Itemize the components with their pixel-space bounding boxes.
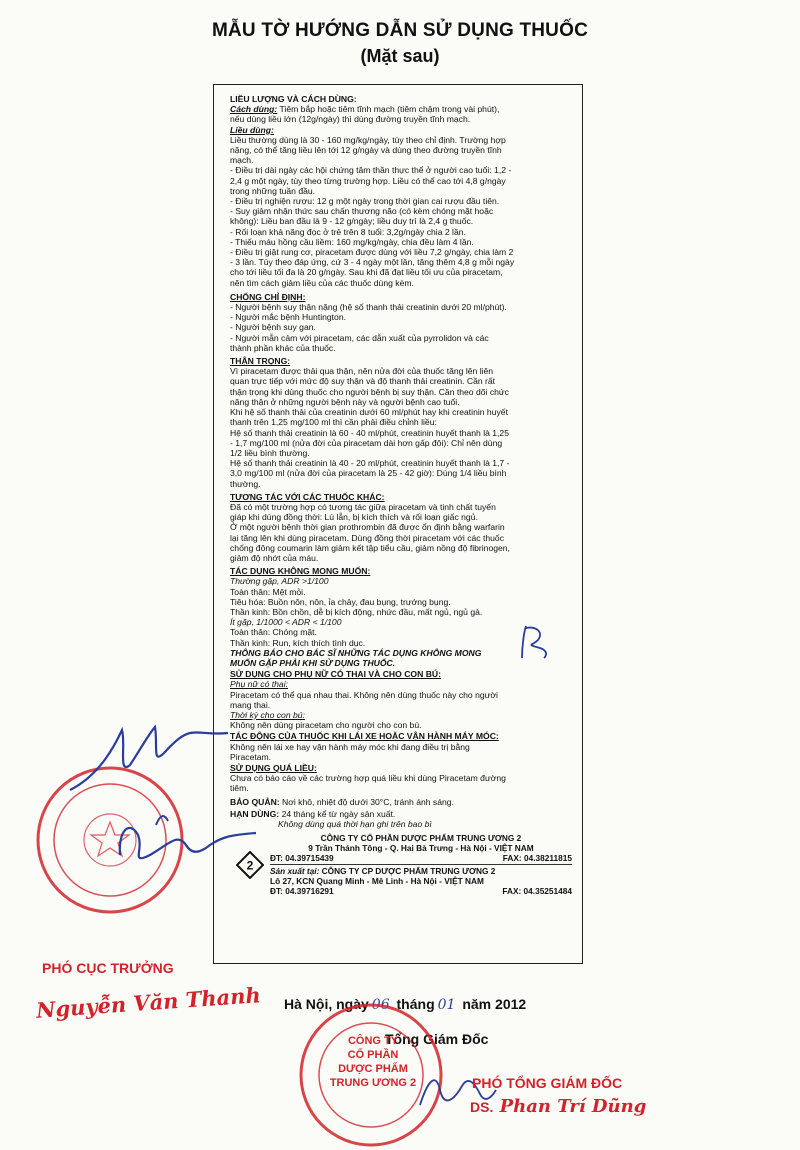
text-line: thành phần khác của thuốc. bbox=[230, 342, 336, 353]
text-line: Toàn thân: Chóng mặt. bbox=[230, 627, 317, 638]
expiry-label: HẠN DÙNG: bbox=[230, 808, 280, 819]
text-line: giáp khi dùng đồng thời: Lú lẫn, bị kích thích và rối loạn giấc ngủ. bbox=[230, 512, 478, 523]
storage-label: BẢO QUẢN: bbox=[230, 796, 280, 807]
common-lines bbox=[230, 587, 572, 618]
usage-line-1: nếu dùng liều lớn (12g/ngày) thì dùng đường truyền tĩnh mạch. bbox=[230, 114, 471, 125]
company-fax: FAX: 04.38211815 bbox=[502, 853, 572, 864]
date-month: 01 bbox=[437, 997, 456, 1013]
company-contacts bbox=[270, 853, 572, 863]
text-line: - Điều trị giật rung cơ, piracetam được dùng với liều 7,2 g/ngày, chia làm 2 bbox=[230, 247, 514, 258]
overdose-heading: SỬ DỤNG QUÁ LIỀU: bbox=[230, 763, 317, 773]
text-line: mang thai. bbox=[230, 699, 271, 710]
deputy-signer bbox=[470, 1096, 646, 1117]
text-line: - Người bệnh suy gan. bbox=[230, 322, 316, 333]
text-line: THÔNG BÁO CHO BÁC SĨ NHỮNG TÁC DỤNG KHÔNG MONG bbox=[230, 647, 482, 658]
company-text bbox=[270, 833, 572, 896]
text-line: Tiêu hóa: Buồn nôn, nôn, ỉa chảy, đau bụng, trướng bụng. bbox=[230, 596, 451, 607]
text-line: - Điều trị nghiện rượu: 12 g một ngày trong thời gian cai rượu đầu tiên. bbox=[230, 196, 500, 207]
initial-mark bbox=[510, 618, 560, 668]
company-address: 9 Trần Thánh Tông - Q. Hai Bà Trưng - Hà Nội - VIỆT NAM bbox=[308, 843, 534, 854]
dosage-heading: LIỀU LƯỢNG VÀ CÁCH DÙNG: bbox=[230, 94, 357, 104]
text-line: năng thận ở những người bệnh này và người bệnh cao tuổi. bbox=[230, 396, 460, 407]
precautions-lines bbox=[230, 366, 572, 488]
deputy-prefix: DS. bbox=[470, 1099, 494, 1115]
text-line: thường. bbox=[230, 478, 261, 489]
dosage-lines bbox=[230, 135, 572, 288]
director-title: Tổng Giám Đốc bbox=[385, 1031, 489, 1047]
mfr-contacts bbox=[270, 886, 572, 896]
text-line: chống đông coumarin làm giảm kết tập tiểu cầu, giảm nồng độ fibrinogen, bbox=[230, 542, 510, 553]
text-line: Ở một người bệnh thời gian prothrombin đã được ổn định bằng warfarin bbox=[230, 522, 505, 533]
text-line: - Người mắc bệnh Huntington. bbox=[230, 312, 347, 323]
company-phone: ĐT: 04.39715439 bbox=[270, 853, 334, 864]
ministry-title: PHÓ CỤC TRƯỞNG bbox=[42, 960, 174, 976]
usage-block bbox=[230, 104, 572, 114]
page-subtitle: (Mặt sau) bbox=[360, 46, 440, 66]
text-line: Khi hệ số thanh thải của creatinin dưới 60 ml/phút hay khi creatinin huyết bbox=[230, 407, 508, 418]
text-line: Toàn thân: Mệt mỏi. bbox=[230, 586, 306, 597]
date-year: 2012 bbox=[495, 996, 527, 1012]
text-line: nặng, có thể tăng liều lên tới 12 g/ngày và dùng theo đường truyền tĩnh bbox=[230, 145, 502, 156]
expiry-row bbox=[230, 809, 572, 819]
lactation-label: Thời kỳ cho con bú: bbox=[230, 709, 305, 720]
text-line: thận trọng khi dùng thuốc cho người bệnh bị suy thận. Cần theo dõi chức bbox=[230, 386, 509, 397]
text-line: Piracetam. bbox=[230, 751, 272, 762]
mfr-phone: ĐT: 04.39716291 bbox=[270, 886, 334, 897]
date-day: 06 bbox=[371, 997, 390, 1013]
date-month-label: tháng bbox=[396, 996, 435, 1012]
text-line: trong những tuần đầu. bbox=[230, 185, 316, 196]
text-line: Hệ số thanh thải creatinin là 40 - 20 ml/phút, creatinin huyết thanh là 1,7 - bbox=[230, 458, 510, 469]
text-line: - Điều trị dài ngày các hội chứng tâm thần thực thể ở người cao tuổi: 1,2 - bbox=[230, 165, 512, 176]
text-line: Đã có một trường hợp có tương tác giữa piracetam và tinh chất tuyến bbox=[230, 501, 496, 512]
pregnant-label: Phụ nữ có thai: bbox=[230, 679, 288, 690]
pregnancy-heading: SỬ DỤNG CHO PHỤ NỮ CÓ THAI VÀ CHO CON BÚ: bbox=[230, 669, 441, 680]
mfr-row bbox=[270, 866, 572, 876]
company-name: CÔNG TY CỔ PHẦN DƯỢC PHẨM TRUNG ƯƠNG 2 bbox=[320, 833, 522, 844]
overdose-lines bbox=[230, 773, 572, 793]
stamp-line-0: CÔNG TY bbox=[347, 1035, 399, 1047]
text-line: 1/2 liều bình thường. bbox=[230, 447, 310, 458]
text-line: Không nên dùng piracetam cho người cho con bú. bbox=[230, 720, 422, 731]
rare-label: Ít gặp, 1/1000 < ADR < 1/100 bbox=[230, 617, 342, 628]
contra-lines bbox=[230, 302, 572, 353]
text-line: cho tới liều tối đa là 20 g/ngày. Sau khi đã đạt liều tối ưu của piracetam, bbox=[230, 267, 503, 278]
mfr-name: CÔNG TY CP DƯỢC PHẨM TRUNG ƯƠNG 2 bbox=[321, 866, 496, 877]
text-line: - Người bệnh suy thận nặng (hệ số thanh thải creatinin dưới 20 ml/phút). bbox=[230, 302, 507, 313]
text-line: - Rối loạn khả năng đọc ở trẻ trên 8 tuổi: 3,2g/ngày chia 2 lần. bbox=[230, 226, 466, 237]
date-prefix: Hà Nội, ngày bbox=[284, 996, 369, 1012]
stamp-line-2: DƯỢC PHẨM bbox=[338, 1063, 408, 1075]
side-effects-heading: TÁC DỤNG KHÔNG MONG MUỐN: bbox=[230, 566, 371, 577]
text-line: không): Liều ban đầu là 9 - 12 g/ngày; liều duy trì là 2,4 g thuốc. bbox=[230, 216, 474, 227]
text-line: nên tìm cách giảm liều của các thuốc dùng kèm. bbox=[230, 277, 414, 288]
dose-label: Liều dùng: bbox=[230, 124, 274, 135]
text-line: 2,4 g một ngày, tùy theo từng trường hợp. Liều có thể cao tới 4,8 g/ngày bbox=[230, 175, 506, 186]
expiry-text: 24 tháng kể từ ngày sản xuất. bbox=[281, 808, 396, 819]
mfr-label: Sản xuất tại: bbox=[270, 866, 320, 877]
text-line: Thần kinh: Run, kích thích tình dục. bbox=[230, 637, 366, 648]
text-line: MUỐN GẶP PHẢI KHI SỬ DỤNG THUỐC. bbox=[230, 657, 396, 668]
page-title: MẪU TỜ HƯỚNG DẪN SỬ DỤNG THUỐC bbox=[211, 20, 589, 41]
mfr-fax: FAX: 04.35251484 bbox=[502, 886, 572, 897]
stamp-line-3: TRUNG ƯƠNG 2 bbox=[329, 1077, 417, 1089]
text-line: lại tăng lên khi dùng piracetam. Dùng đồng thời piracetam với các thuốc bbox=[230, 532, 505, 543]
mfr-address: Lô 27, KCN Quang Minh - Mê Linh - Hà Nội - VIỆT NAM bbox=[270, 876, 484, 887]
text-line: - Thiếu máu hồng cầu liềm: 160 mg/kg/ngày, chia đều làm 4 lần. bbox=[230, 236, 474, 247]
text-line: - 3 lần. Tùy theo đáp ứng, cứ 3 - 4 ngày một lần, tăng thêm 4,8 g mỗi ngày bbox=[230, 257, 515, 268]
precautions-heading: THẬN TRỌNG: bbox=[230, 356, 291, 367]
text-line: mạch. bbox=[230, 155, 254, 166]
lactation-lines bbox=[230, 720, 572, 730]
interactions-heading: TƯƠNG TÁC VỚI CÁC THUỐC KHÁC: bbox=[230, 491, 385, 502]
svg-text:2: 2 bbox=[246, 858, 254, 873]
driving-heading: TÁC ĐỘNG CỦA THUỐC KHI LÁI XE HOẶC VẬN HÀNH MÁY MÓC: bbox=[230, 731, 499, 742]
text-line: - Suy giảm nhận thức sau chấn thương não (có kèm chóng mặt hoặc bbox=[230, 206, 494, 217]
ministry-signature bbox=[60, 705, 280, 895]
driving-lines bbox=[230, 742, 572, 762]
deputy-title: PHÓ TỔNG GIÁM ĐỐC bbox=[472, 1075, 623, 1091]
date-year-label: năm bbox=[462, 996, 492, 1012]
stamp-line-1: CỔ PHẦN bbox=[347, 1049, 399, 1061]
usage-line-0: Tiêm bắp hoặc tiêm tĩnh mạch (tiêm chậm trong vài phút), bbox=[279, 104, 500, 115]
interactions-lines bbox=[230, 502, 572, 563]
text-line: giảm độ nhớt của máu. bbox=[230, 552, 319, 563]
pregnant-lines bbox=[230, 690, 572, 710]
text-line: Hệ số thanh thải creatinin là 60 - 40 ml/phút, creatinin huyết thanh là 1,25 bbox=[230, 427, 509, 438]
text-line: Vì piracetam được thải qua thận, nên nửa đời của thuốc tăng lên liên bbox=[230, 366, 494, 377]
usage-label: Cách dùng: bbox=[230, 104, 278, 115]
company-block bbox=[230, 833, 572, 896]
deputy-name: Phan Trí Dũng bbox=[499, 1096, 647, 1117]
common-label: Thường gặp, ADR >1/100 bbox=[230, 576, 329, 587]
text-line: thanh trên 1,25 mg/100 ml thì cần phải điều chỉnh liều: bbox=[230, 417, 437, 428]
storage-text: Nơi khô, nhiệt độ dưới 30°C, tránh ánh sáng. bbox=[282, 796, 454, 807]
expiry-note: Không dùng quá thời hạn ghi trên bao bì bbox=[278, 819, 432, 830]
contra-heading: CHỐNG CHỈ ĐỊNH: bbox=[230, 291, 306, 302]
text-line: Thần kinh: Bồn chồn, dễ bị kích động, nhức đầu, mất ngủ, ngủ gà. bbox=[230, 606, 483, 617]
text-line: - Người mẫn cảm với piracetam, các dẫn xuất của pyrrolidon và các bbox=[230, 332, 489, 343]
text-line: Liều thường dùng là 30 - 160 mg/kg/ngày, tùy theo chỉ định. Trường hợp bbox=[230, 134, 506, 145]
text-line: Piracetam có thể qua nhau thai. Không nên dùng thuốc này cho người bbox=[230, 689, 498, 700]
text-line: tiêm. bbox=[230, 783, 249, 794]
text-line: Không nên lái xe hay vận hành máy móc khi đang điều trị bằng bbox=[230, 741, 470, 752]
text-line: quan trực tiếp với mức độ suy thận và độ thanh thải creatinin. Cần rất bbox=[230, 376, 496, 387]
text-line: - 1,7 mg/100 ml (nửa đời của piracetam dài hơn gấp đôi): Chỉ nên dùng bbox=[230, 437, 503, 448]
ministry-signer-name: Nguyễn Văn Thanh bbox=[35, 982, 262, 1023]
text-line: Chưa có báo cáo về các trường hợp quá liều khi dùng Piracetam đường bbox=[230, 773, 506, 784]
text-line: 3,0 mg/100 ml (nửa đời của piracetam là 25 - 42 giờ): Dùng 1/4 liều bình bbox=[230, 468, 507, 479]
storage-row bbox=[230, 797, 572, 807]
